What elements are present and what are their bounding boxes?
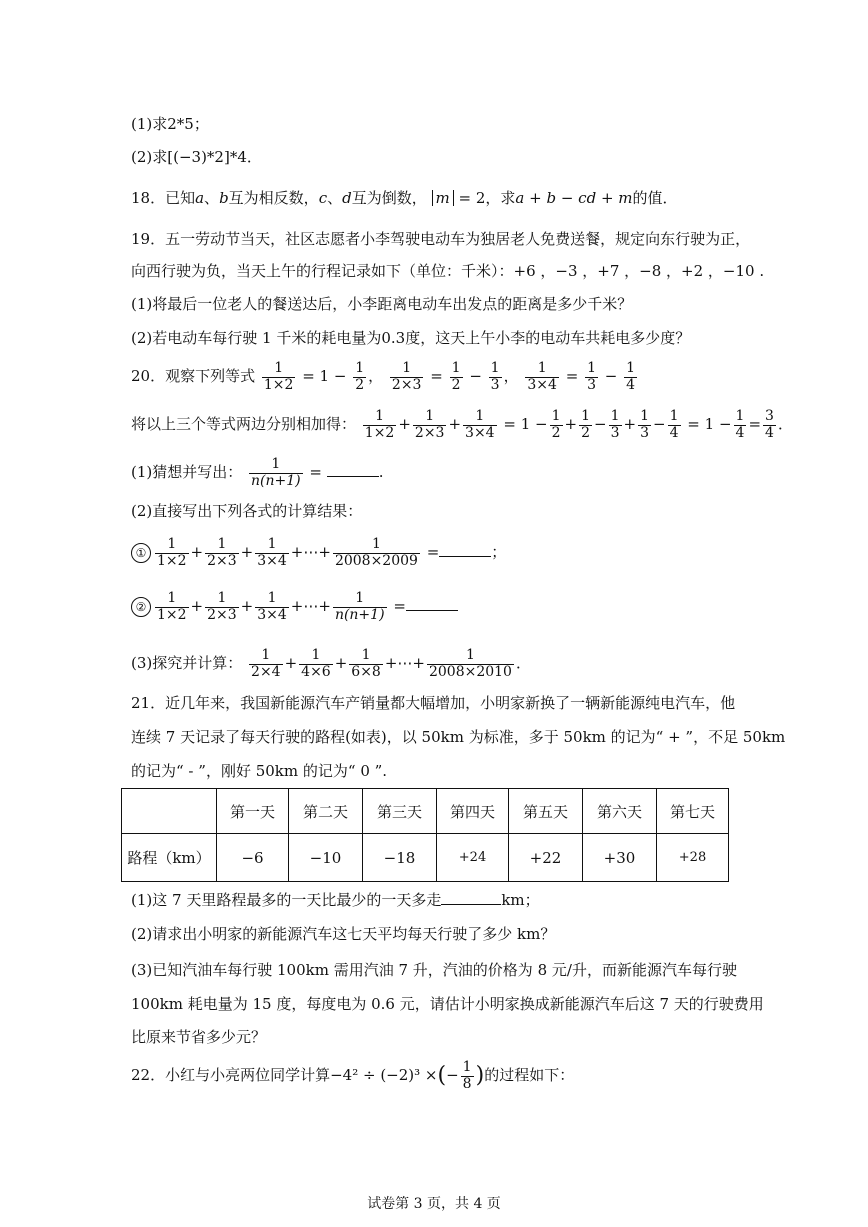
frac (363, 409, 397, 441)
frac-den: 4 (626, 376, 636, 393)
frac-num: 3 (765, 408, 774, 425)
q21-p1-unit: km； (501, 891, 540, 909)
frac-num: 1 (361, 647, 371, 664)
circled-2: ② (131, 597, 151, 617)
table-cell: +30 (583, 834, 657, 882)
frac-num: 1 (267, 590, 277, 607)
frac-num: 1 (610, 408, 620, 425)
q18-var-d: d (342, 189, 352, 207)
q20-expr1 (131, 532, 506, 572)
frac-num: 1 (475, 408, 485, 425)
q19-line2: 向西行驶为负，当天上午的行程记录如下（单位：千米）：+6 ，−3 ，+7 ，−8 ，+2 ，−10 . (131, 262, 765, 280)
frac-den: n(n+1) (334, 606, 385, 623)
q20-f2a (450, 361, 463, 393)
punct: . (378, 463, 384, 481)
frac (734, 409, 747, 441)
frac-num: 1 (551, 408, 561, 425)
table-cell: 路程（km） (122, 834, 217, 882)
q20-intro: 20．观察下列等式 (131, 367, 256, 385)
q20-expr2 (131, 586, 458, 626)
q18-var-a: a (195, 189, 205, 207)
frac (609, 409, 622, 441)
frac-num: 1 (167, 536, 177, 553)
frac (299, 648, 333, 680)
q20-part1 (131, 452, 384, 492)
answer-blank[interactable] (441, 904, 501, 905)
q18-var-b: b (219, 189, 229, 207)
frac-num: 1 (371, 536, 381, 553)
table-cell: +28 (657, 834, 729, 882)
frac-den: 1×2 (364, 424, 395, 441)
answer-blank[interactable] (327, 476, 379, 477)
frac (255, 537, 289, 569)
frac (349, 648, 383, 680)
frac-num: 1 (626, 360, 636, 377)
punct: ； (491, 543, 507, 561)
frac-den: 3 (490, 376, 500, 393)
paren-open: ( (437, 1063, 447, 1088)
q20-f2 (390, 361, 424, 393)
eq: = 1 − (503, 415, 548, 433)
frac-num: 1 (402, 360, 412, 377)
table-header: 第四天 (437, 789, 509, 834)
frac-den: 2×3 (414, 424, 445, 441)
frac-num: 1 (581, 408, 591, 425)
frac (668, 409, 681, 441)
op: − (594, 415, 607, 433)
frac (249, 457, 303, 489)
q22-end: 的过程如下： (484, 1066, 575, 1084)
table-cell (122, 789, 217, 834)
frac-den: n(n+1) (251, 472, 301, 489)
frac-num: 1 (587, 360, 596, 377)
plus: + (240, 543, 254, 561)
minus: − (469, 367, 482, 385)
eq: = (426, 543, 440, 561)
frac (550, 409, 563, 441)
frac-num: 1 (466, 647, 475, 664)
q17-part1 (131, 113, 209, 135)
frac-num: 1 (669, 408, 679, 425)
q20-f2-eq: = (430, 367, 443, 385)
frac-den: 2 (551, 424, 561, 441)
frac-den: 2×3 (391, 376, 422, 393)
q18 (131, 187, 678, 209)
dots: +⋯+ (384, 654, 425, 672)
q20-f1r (353, 361, 366, 393)
frac (427, 648, 514, 680)
frac-num: 1 (375, 408, 385, 425)
q20-f2b (489, 361, 502, 393)
q17-p2-label: (2)求 (131, 148, 168, 166)
frac-num: 1 (537, 360, 547, 377)
q18-text-k: = 2，求 (458, 189, 516, 207)
table-header: 第五天 (509, 789, 583, 834)
q17-p1-punct: ； (193, 115, 209, 133)
q18-text-c: 、 (204, 189, 220, 207)
frac-den: 2×4 (251, 663, 281, 680)
q20-f3b (624, 361, 637, 393)
minus: − (446, 1066, 459, 1084)
sep: ， (503, 367, 519, 385)
frac (333, 537, 420, 569)
q21-part3-l3: 比原来节省多少元？ (131, 1028, 267, 1046)
frac-den: 3 (640, 424, 650, 441)
frac (333, 591, 387, 623)
q22-expr: −4² ÷ (−2)³ × (330, 1066, 438, 1084)
frac-num: 1 (425, 408, 435, 425)
table-header: 第三天 (363, 789, 437, 834)
frac (155, 591, 189, 623)
q21-line2: 连续 7 天记录了每天行驶的路程(如表)，以 50km 为标准，多于 50km 的记为“ + ”，不足 50km (131, 728, 786, 746)
op: = 1 − (687, 415, 732, 433)
frac-den: 3×4 (257, 552, 287, 569)
q21-part1 (131, 889, 540, 911)
frac-den: 4×6 (301, 663, 331, 680)
frac-den: 2 (581, 424, 591, 441)
q20-p3-label: (3)探究并计算： (131, 654, 243, 672)
eq: = (393, 597, 406, 615)
q20-sum-intro: 将以上三个等式两边分别相加得： (131, 415, 357, 433)
frac-den: 6×8 (351, 663, 381, 680)
frac-den: 2008×2009 (334, 552, 418, 569)
q20-f1-eq: = 1 − (302, 367, 347, 385)
op: + (564, 415, 578, 433)
q20-observe (131, 356, 639, 396)
frac-den: 3 (587, 376, 596, 393)
q19-line1: 19．五一劳动节当天，社区志愿者小李驾驶电动车为独居老人免费送餐，规定向东行驶为正， (131, 230, 751, 248)
frac-num: 1 (355, 360, 365, 377)
q20-f1 (262, 361, 296, 393)
table-cell: −10 (289, 834, 363, 882)
frac (249, 648, 283, 680)
dots: +⋯+ (290, 543, 331, 561)
q20-f3a (585, 361, 598, 393)
table-cell: −18 (363, 834, 437, 882)
q20-part2: (2)直接写出下列各式的计算结果： (131, 502, 363, 520)
plus: + (398, 415, 411, 433)
q17-p2-expr: [(−3)*2]*4 (167, 148, 247, 166)
answer-blank[interactable] (406, 610, 458, 611)
frac-den: 8 (462, 1075, 472, 1092)
op: = (748, 415, 762, 433)
punct: ． (777, 415, 793, 433)
op: − (653, 415, 666, 433)
table-header: 第七天 (657, 789, 729, 834)
frac-num: 1 (217, 536, 227, 553)
mileage-table (121, 788, 729, 882)
q20-f3 (525, 361, 559, 393)
plus: + (240, 597, 254, 615)
q22-intro: 22．小红与小亮两位同学计算 (131, 1066, 331, 1084)
frac-den: 2 (355, 376, 365, 393)
table-row (122, 834, 729, 882)
table-cell: +24 (437, 834, 509, 882)
frac-den: 3×4 (527, 376, 557, 393)
frac-num: 1 (267, 536, 277, 553)
frac-num: 1 (167, 590, 177, 607)
q20-p1-label: (1)猜想并写出： (131, 463, 243, 481)
frac-num: 1 (271, 456, 281, 473)
frac-den: 2×3 (207, 552, 237, 569)
punct: ． (515, 654, 531, 672)
q21-part2: (2)请求出小明家的新能源汽车这七天平均每天行驶了多少 km？ (131, 925, 556, 943)
plus: + (284, 654, 298, 672)
q19-p2-c: 度，这天上午小李的电动车共耗电多少度？ (405, 329, 691, 347)
frac-den: 2×3 (207, 606, 237, 623)
frac (638, 409, 651, 441)
frac (205, 591, 239, 623)
table-cell: −6 (217, 834, 289, 882)
frac (461, 1060, 474, 1092)
q17-part2 (131, 146, 262, 168)
q21-part3-l2: 100km 耗电量为 15 度，每度电为 0.6 元，请估计小明家换成新能源汽车后这 7 天的行驶费用 (131, 995, 764, 1013)
frac (763, 409, 776, 441)
frac-den: 2008×2010 (428, 663, 512, 680)
q18-text-i: 互为倒数， (351, 189, 427, 207)
frac-num: 1 (735, 408, 745, 425)
frac-num: 1 (490, 360, 500, 377)
plus: + (190, 543, 204, 561)
q21-line1: 21．近几年来，我国新能源汽车产销量都大幅增加，小明家新换了一辆新能源纯电汽车，他 (131, 694, 736, 712)
frac-num: 1 (462, 1059, 472, 1076)
frac (579, 409, 592, 441)
frac-den: 4 (669, 424, 679, 441)
q21-p1-text: (1)这 7 天里路程最多的一天比最少的一天多走 (131, 891, 442, 909)
q21-line3: 的记为“ - ”，刚好 50km 的记为“ 0 ”. (131, 762, 388, 780)
table-cell: +22 (509, 834, 583, 882)
frac-den: 2 (451, 376, 461, 393)
q18-var-c: c (318, 189, 328, 207)
q20-part3 (131, 643, 531, 683)
paren-close: ) (475, 1063, 485, 1088)
frac-den: 3×4 (465, 424, 495, 441)
q20-f3-eq: = (565, 367, 579, 385)
frac-num: 1 (451, 360, 461, 377)
frac-num: 1 (355, 590, 365, 607)
q20-sum (131, 404, 793, 444)
frac (255, 591, 289, 623)
q19-part2 (131, 327, 690, 349)
frac-den: 3 (610, 424, 620, 441)
table-header-row (122, 789, 729, 834)
q17-p1-expr: 2*5 (167, 115, 194, 133)
circled-1: ① (131, 543, 151, 563)
sep: ， (368, 367, 384, 385)
q18-text-e: 互为相反数， (228, 189, 319, 207)
frac-den: 3×4 (257, 606, 287, 623)
frac-num: 1 (640, 408, 650, 425)
q17-p2-punct: ． (246, 148, 262, 166)
table-header: 第一天 (217, 789, 289, 834)
q22 (131, 1055, 574, 1096)
frac-den: 4 (735, 424, 745, 441)
frac-num: 1 (217, 590, 227, 607)
frac-num: 1 (261, 647, 271, 664)
eq: = (309, 463, 322, 481)
q18-abs-m: m (432, 190, 454, 206)
plus: + (448, 415, 462, 433)
answer-blank[interactable] (439, 556, 491, 557)
q18-text-end: 的值． (632, 189, 678, 207)
frac (463, 409, 497, 441)
q19-part1: (1)将最后一位老人的餐送达后，小李距离电动车出发点的距离是多少千米？ (131, 295, 633, 313)
frac-num: 1 (274, 360, 284, 377)
frac (205, 537, 239, 569)
q19-p2-a: (2)若电动车每行驶 1 千米的耗电量为 (131, 329, 382, 347)
q18-expr: a + b − cd + m (515, 189, 633, 207)
op: + (623, 415, 637, 433)
frac-den: 4 (765, 424, 774, 441)
frac-den: 1×2 (157, 552, 187, 569)
table-header: 第二天 (289, 789, 363, 834)
q19-p2-value: 0.3 (381, 329, 406, 347)
frac-den: 1×2 (157, 606, 187, 623)
q21-part3-l1: (3)已知汽油车每行驶 100km 需用汽油 7 升，汽油的价格为 8 元/升，而新能源汽车每行驶 (131, 961, 737, 979)
table-header: 第六天 (583, 789, 657, 834)
plus: + (334, 654, 348, 672)
dots: +⋯+ (290, 597, 331, 615)
minus: − (604, 367, 618, 385)
frac (413, 409, 447, 441)
page-footer: 试卷第 3 页，共 4 页 (367, 1196, 501, 1212)
q17-p1-label: (1)求 (131, 115, 168, 133)
plus: + (190, 597, 204, 615)
frac (155, 537, 189, 569)
frac-den: 1×2 (263, 376, 294, 393)
q18-text-g: 、 (327, 189, 343, 207)
frac-num: 1 (311, 647, 321, 664)
q18-text-a: 18．已知 (131, 189, 196, 207)
